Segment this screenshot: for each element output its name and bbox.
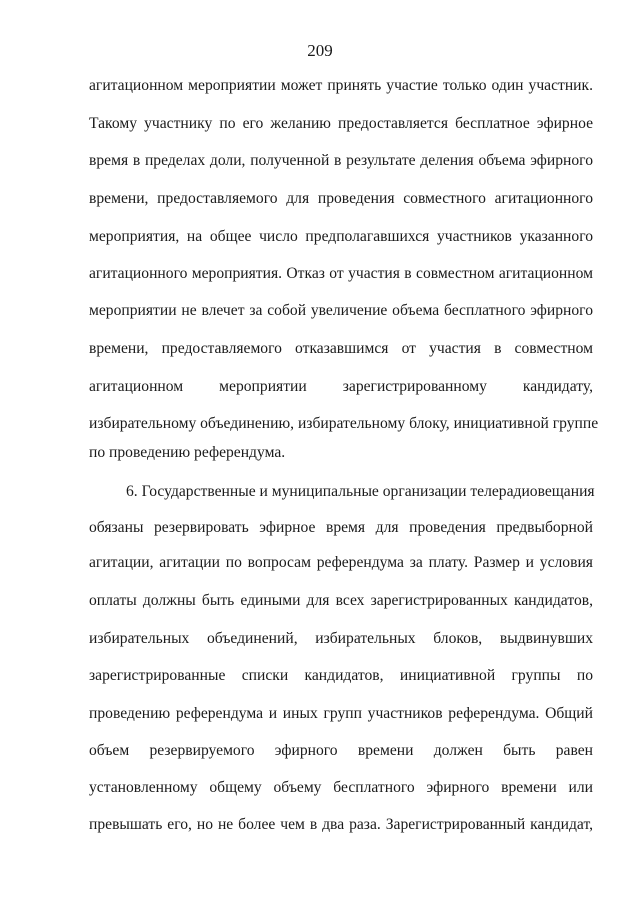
text-line: зарегистрированные списки кандидатов, инициативной группы по (89, 667, 593, 684)
text-line: агитации, агитации по вопросам референдума за плату. Размер и условия (89, 554, 593, 571)
text-line: времени, предоставляемого для проведения совместного агитационного (89, 190, 593, 207)
text-line: избирательных объединений, избирательных блоков, выдвинувших (89, 630, 593, 647)
text-line: 6. Государственные и муниципальные организации телерадиовещания (126, 483, 595, 500)
text-line: мероприятия, на общее число предполагавшихся участников указанного (89, 228, 593, 245)
text-line: по проведению референдума. (89, 444, 286, 461)
text-line: проведению референдума и иных групп участников референдума. Общий (89, 705, 593, 722)
text-line: оплаты должны быть едиными для всех зарегистрированных кандидатов, (89, 592, 593, 609)
text-line: агитационном мероприятии может принять участие только один участник. (89, 77, 593, 94)
text-line: агитационного мероприятия. Отказ от участия в совместном агитационном (89, 265, 593, 282)
text-line: времени, предоставляемого отказавшимся от участия в совместном (89, 340, 593, 357)
page-number: 209 (307, 41, 333, 60)
text-line: превышать его, но не более чем в два раза. Зарегистрированный кандидат, (89, 816, 593, 833)
text-line: Такому участнику по его желанию предоставляется бесплатное эфирное (89, 115, 593, 132)
text-line: обязаны резервировать эфирное время для проведения предвыборной (89, 519, 593, 536)
text-line: избирательному объединению, избирательному блоку, инициативной группе (89, 415, 599, 432)
text-line: агитационном мероприятии зарегистрированному кандидату, (89, 378, 593, 395)
text-line: установленному общему объему бесплатного эфирного времени или (89, 779, 593, 796)
text-line: мероприятии не влечет за собой увеличение объема бесплатного эфирного (89, 302, 593, 319)
text-line: время в пределах доли, полученной в результате деления объема эфирного (89, 152, 593, 169)
text-line: объем резервируемого эфирного времени должен быть равен (89, 742, 593, 759)
